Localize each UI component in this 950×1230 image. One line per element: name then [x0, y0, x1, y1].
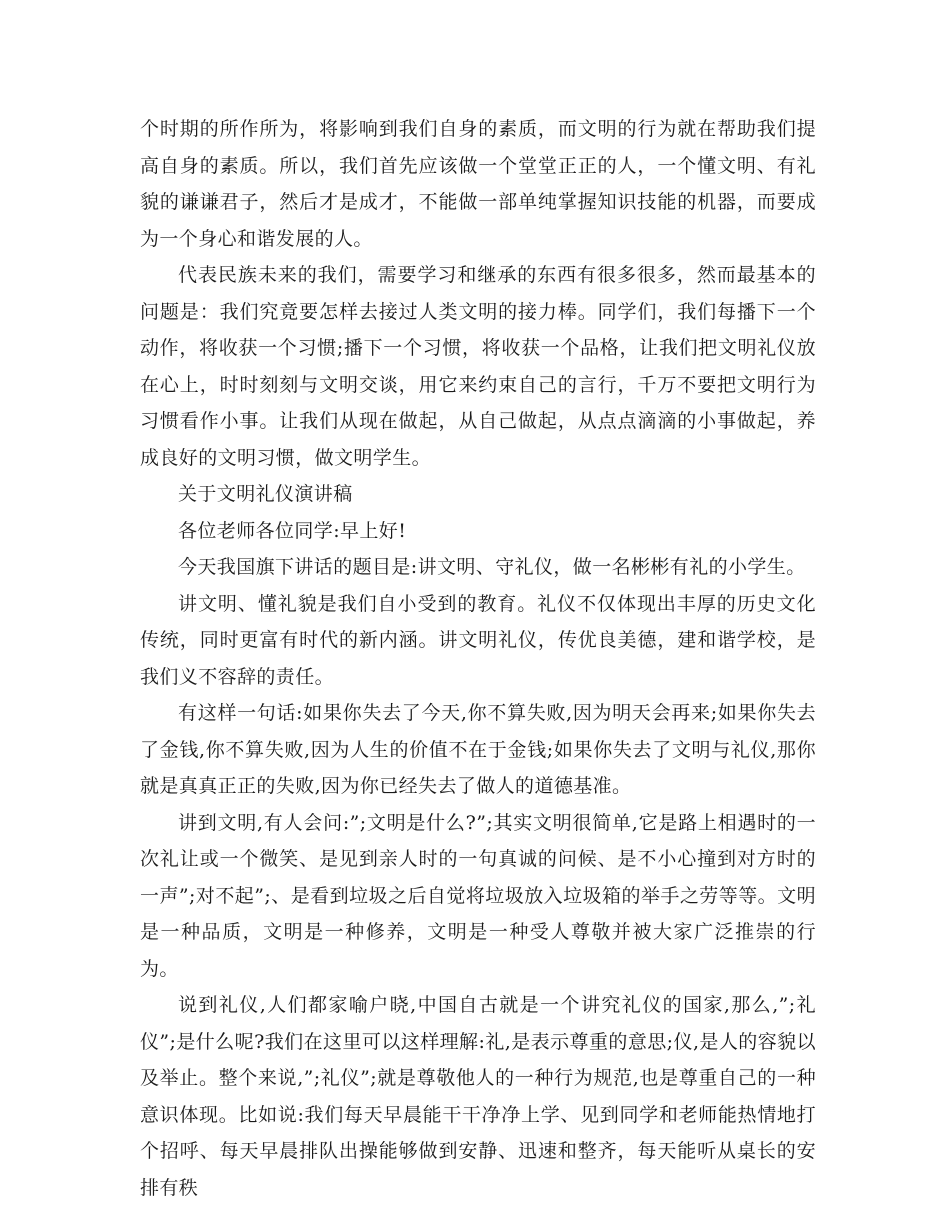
paragraph-1: 个时期的所作所为，将影响到我们自身的素质，而文明的行为就在帮助我们提高自身的素质。所以，我们首先应该做一个堂堂正正的人，一个懂文明、有礼貌的谦谦君子，然后才是成才，不能做一部单纯掌握知识技能的机器，而要成为一个身心和谐发展的人。 [140, 118, 816, 250]
paragraph-7: 讲到文明,有人会问:”;文明是什么?”;其实文明很简单,它是路上相遇时的一次礼让或一个微笑、是见到亲人时的一句真诚的问候、是不小心撞到对方时的一声”;对不起”;、是看到垃圾之后自觉将垃圾放入垃圾箱的举手之劳等等。文明是一种品质，文明是一种修养，文明是一种受人尊敬并被大家广泛推崇的行为。 [140, 811, 816, 980]
speech-title: 关于文明礼仪演讲稿 [178, 483, 353, 505]
paragraph-6: 有这样一句话:如果你失去了今天,你不算失败,因为明天会再来;如果你失去了金钱,你不算失败,因为人生的价值不在于金钱;如果你失去了文明与礼仪,那你就是真真正正的失败,因为你已经失去了做人的道德基准。 [140, 702, 816, 797]
paragraph-2: 代表民族未来的我们，需要学习和继承的东西有很多很多，然而最基本的问题是：我们究竟要怎样去接过人类文明的接力棒。同学们，我们每播下一个动作，将收获一个习惯;播下一个习惯，将收获一个品格，让我们把文明礼仪放在心上，时时刻刻与文明交谈，用它来约束自己的言行，千万不要把文明行为习惯看作小事。让我们从现在做起，从自己做起，从点点滴滴的小事做起，养成良好的文明习惯，做文明学生。 [140, 264, 816, 469]
document-body [140, 111, 816, 1206]
speech-greeting: 各位老师各位同学:早上好! [178, 519, 407, 542]
paragraph-5: 讲文明、懂礼貌是我们自小受到的教育。礼仪不仅体现出丰厚的历史文化传统，同时更富有时代的新内涵。讲文明礼仪，传优良美德，建和谐学校，是我们义不容辞的责任。 [140, 592, 816, 688]
paragraph-8: 说到礼仪,人们都家喻户晓,中国自古就是一个讲究礼仪的国家,那么,”;礼仪”;是什么呢?我们在这里可以这样理解:礼,是表示尊重的意思;仪,是人的容貌以及举止。整个来说,”;礼仪”;就是尊敬他人的一种行为规范,也是尊重自己的一种意识体现。比如说:我们每天早晨能干干净净上学、见到同学和老师能热情地打个招呼、每天早晨排队出操能够做到安静、迅速和整齐，每天能听从桌长的安排有秩 [140, 994, 816, 1199]
paragraph-topic: 今天我国旗下讲话的题目是:讲文明、守礼仪，做一名彬彬有礼的小学生。 [178, 556, 806, 578]
